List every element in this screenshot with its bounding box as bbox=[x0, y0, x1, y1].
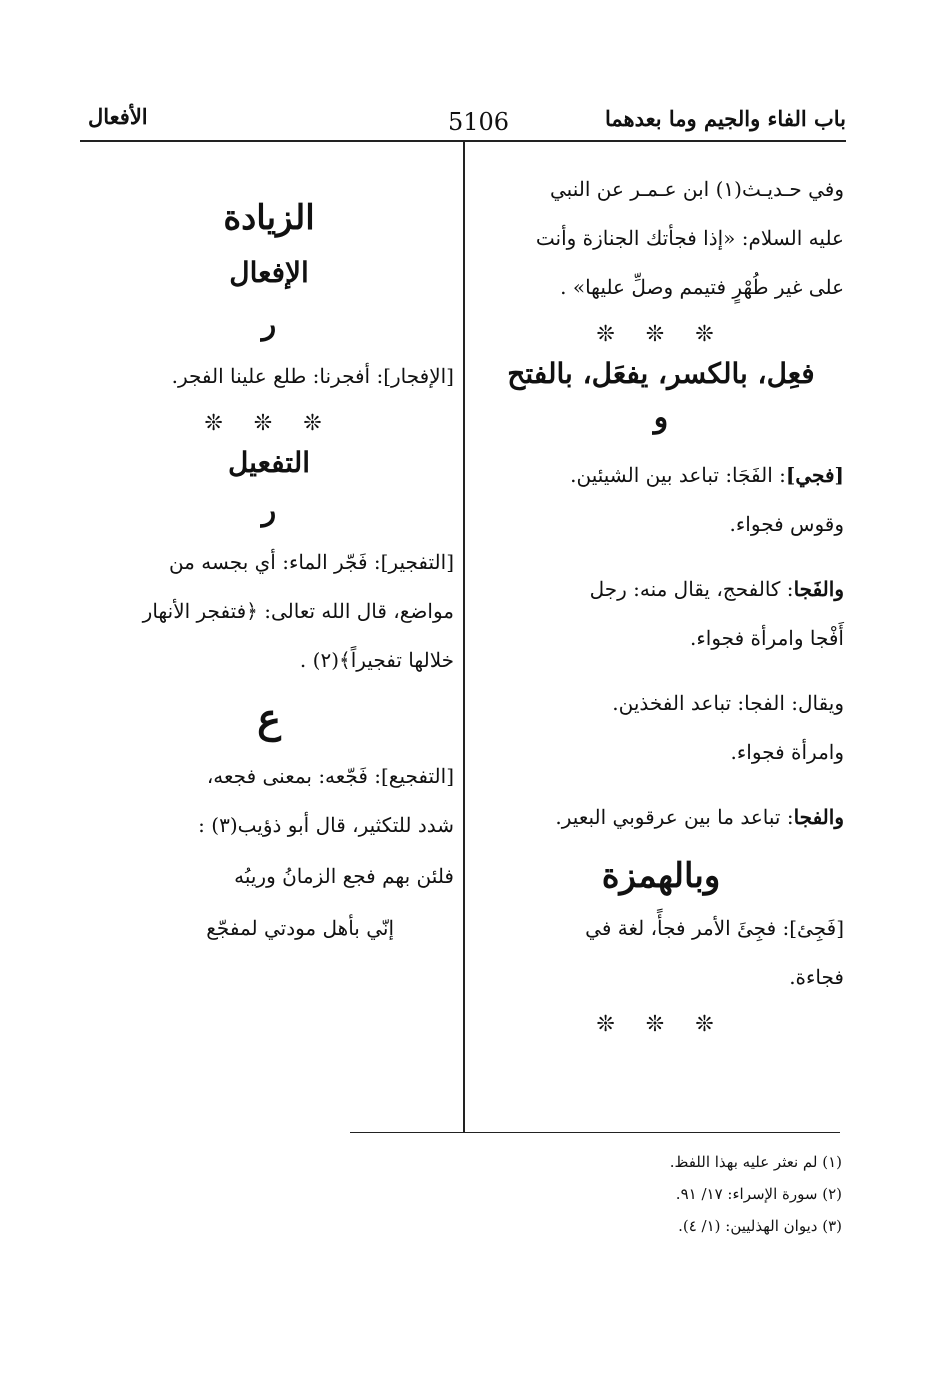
entry-text: : كالفحج، يقال منه: رجل bbox=[589, 577, 794, 601]
hamza-entry-line: فجاءة. bbox=[789, 965, 844, 989]
page-header bbox=[80, 100, 846, 140]
poem-verse: إنّي بأهل مودتي لمفجّع bbox=[206, 916, 394, 940]
tafjir-line: خلالها تفجيراً﴾(٢) . bbox=[299, 648, 454, 672]
footnote: (٢) سورة الإسراء: ١٧/ ٩١. bbox=[675, 1185, 842, 1203]
footnote: (١) لم نعثر عليه بهذا اللفظ. bbox=[669, 1153, 842, 1171]
letter-ra: ر bbox=[261, 493, 277, 528]
hamza-entry-line: [فَجِئ]: فجِئَ الأمر فجأً، لغة في bbox=[585, 916, 844, 940]
right-column bbox=[478, 165, 844, 1047]
footnote: (٣) ديوان الهذليين: (١/ ٤). bbox=[678, 1217, 842, 1235]
entry-head: والفَجا bbox=[793, 577, 844, 601]
entry-text: وامرأة فجواء. bbox=[730, 740, 844, 764]
section-letter: و bbox=[653, 400, 669, 435]
intro-line: عليه السلام: «إذا فجأتك الجنازة وأنت bbox=[535, 226, 844, 250]
intro-line: على غير طُهْرٍ فتيمم وصلِّ عليها» . bbox=[560, 275, 844, 299]
letter-ra: ر bbox=[261, 307, 277, 342]
entry-text: وقوس فجواء. bbox=[729, 512, 844, 536]
entry-line bbox=[478, 451, 844, 500]
entry-line bbox=[478, 793, 844, 842]
footnotes bbox=[470, 1146, 842, 1242]
column-divider bbox=[463, 142, 465, 1132]
entry-head: [فجي] bbox=[785, 463, 844, 487]
entry-head: والفجا bbox=[793, 805, 844, 829]
footnote-rule bbox=[350, 1132, 840, 1133]
letter-ain: ع bbox=[257, 695, 281, 742]
poem-verse: فلئن بهم فجع الزمانُ وريبُه bbox=[234, 864, 454, 888]
heading-tafil: التفعيل bbox=[227, 446, 311, 479]
hamza-heading: وبالهمزة bbox=[601, 856, 721, 896]
entry-text: : تباعد ما بين عرقوبي البعير. bbox=[555, 805, 794, 829]
heading-ifal: الإفعال bbox=[229, 256, 309, 289]
tafjir-line: [التفجير]: فَجّر الماء: أي بجسه من bbox=[168, 550, 454, 574]
entry-line bbox=[478, 565, 844, 614]
ifjar-entry: [الإفجار]: أفجرنا: طلع علينا الفجر. bbox=[171, 364, 454, 388]
entry-text: ويقال: الفجا: تباعد الفخذين. bbox=[612, 691, 844, 715]
chapter-title: باب الفاء والجيم وما بعدهما bbox=[604, 106, 846, 131]
entry-line bbox=[478, 728, 844, 777]
entry-line bbox=[478, 500, 844, 549]
entry-text: أَفْجا وامرأة فجواء. bbox=[690, 626, 844, 650]
section-title: الأفعال bbox=[88, 104, 148, 129]
section-heading: فعِل، بالكسر، يفعَل، بالفتح bbox=[507, 357, 815, 390]
separator-stars: ❊ ❊ ❊ bbox=[204, 411, 334, 436]
tafji-line: [التفجيع]: فَجّعه: بمعنى فجعه، bbox=[206, 764, 454, 788]
heading-ziyada: الزيادة bbox=[223, 198, 315, 238]
tafjir-line: مواضع، قال الله تعالى: ﴿فتفجر الأنهار bbox=[142, 599, 454, 623]
tafji-line: شدد للتكثير، قال أبو ذؤيب(٣) : bbox=[198, 813, 454, 837]
entry-line bbox=[478, 614, 844, 663]
left-column bbox=[84, 190, 454, 954]
entry-text: : الفَجَا: تباعد بين الشيئين. bbox=[570, 463, 786, 487]
separator-stars: ❊ ❊ ❊ bbox=[596, 1012, 726, 1037]
entry-line bbox=[478, 679, 844, 728]
page-number: 5106 bbox=[448, 108, 510, 136]
separator-stars: ❊ ❊ ❊ bbox=[596, 322, 726, 347]
intro-line: وفي حـديـث(١) ابن عـمـر عن النبي bbox=[550, 177, 844, 201]
